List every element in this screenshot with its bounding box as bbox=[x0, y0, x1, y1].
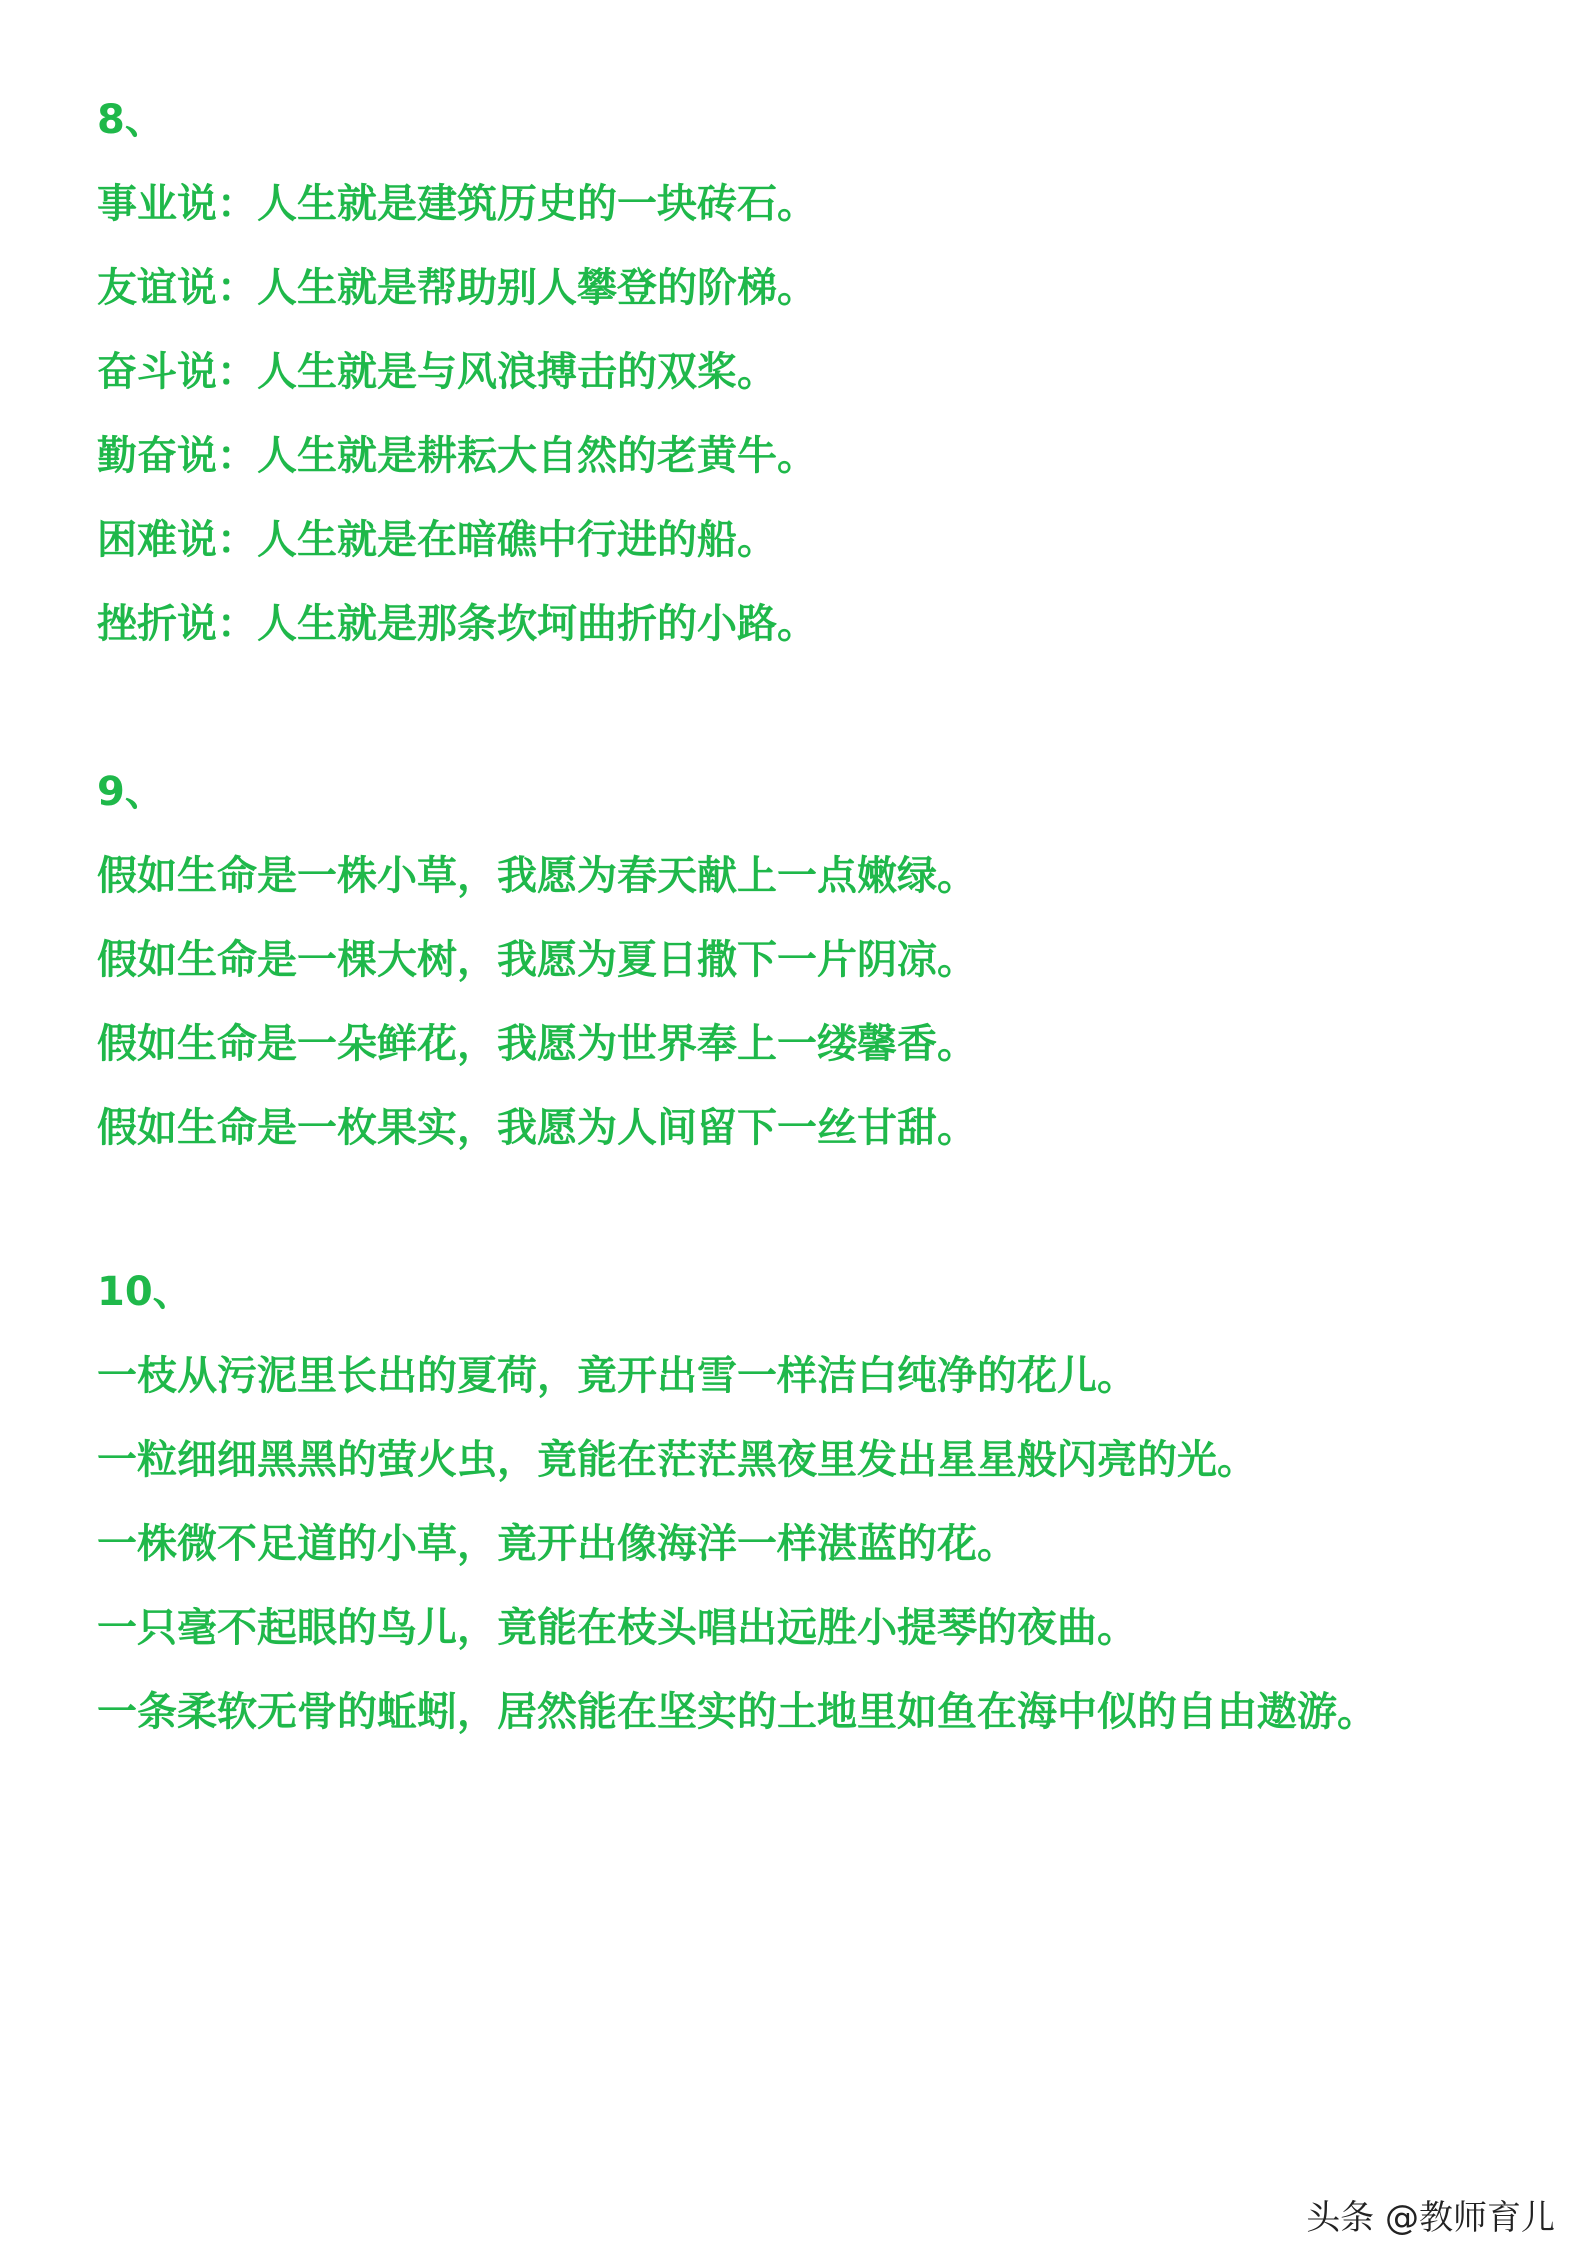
text-line: 一只毫不起眼的鸟儿，竟能在枝头唱出远胜小提琴的夜曲。 bbox=[97, 1605, 1137, 1651]
section-number: 9、 bbox=[97, 769, 165, 815]
text-line: 挫折说：人生就是那条坎坷曲折的小路。 bbox=[97, 601, 817, 647]
text-line: 一条柔软无骨的蚯蚓，居然能在坚实的土地里如鱼在海中似的自由遨游。 bbox=[97, 1689, 1377, 1735]
source-watermark: 头条 @教师育儿 bbox=[1306, 2198, 1555, 2238]
text-line: 一枝从污泥里长出的夏荷，竟开出雪一样洁白纯净的花儿。 bbox=[97, 1353, 1137, 1399]
text-line: 勤奋说：人生就是耕耘大自然的老黄牛。 bbox=[97, 433, 817, 479]
text-line: 一粒细细黑黑的萤火虫，竟能在茫茫黑夜里发出星星般闪亮的光。 bbox=[97, 1437, 1257, 1483]
text-line: 奋斗说：人生就是与风浪搏击的双桨。 bbox=[97, 349, 777, 395]
section-9 bbox=[97, 750, 1517, 1170]
text-line: 假如生命是一棵大树，我愿为夏日撒下一片阴凉。 bbox=[97, 937, 977, 983]
text-line: 假如生命是一朵鲜花，我愿为世界奉上一缕馨香。 bbox=[97, 1021, 977, 1067]
text-line: 困难说：人生就是在暗礁中行进的船。 bbox=[97, 517, 777, 563]
text-line: 一株微不足道的小草，竟开出像海洋一样湛蓝的花。 bbox=[97, 1521, 1017, 1567]
text-line: 事业说：人生就是建筑历史的一块砖石。 bbox=[97, 181, 817, 227]
section-8 bbox=[97, 78, 1517, 666]
text-line: 假如生命是一株小草，我愿为春天献上一点嫩绿。 bbox=[97, 853, 977, 899]
text-line: 友谊说：人生就是帮助别人攀登的阶梯。 bbox=[97, 265, 817, 311]
section-10 bbox=[97, 1250, 1517, 1754]
section-number: 8、 bbox=[97, 97, 165, 143]
section-number: 10、 bbox=[97, 1269, 193, 1315]
text-line: 假如生命是一枚果实，我愿为人间留下一丝甘甜。 bbox=[97, 1105, 977, 1151]
